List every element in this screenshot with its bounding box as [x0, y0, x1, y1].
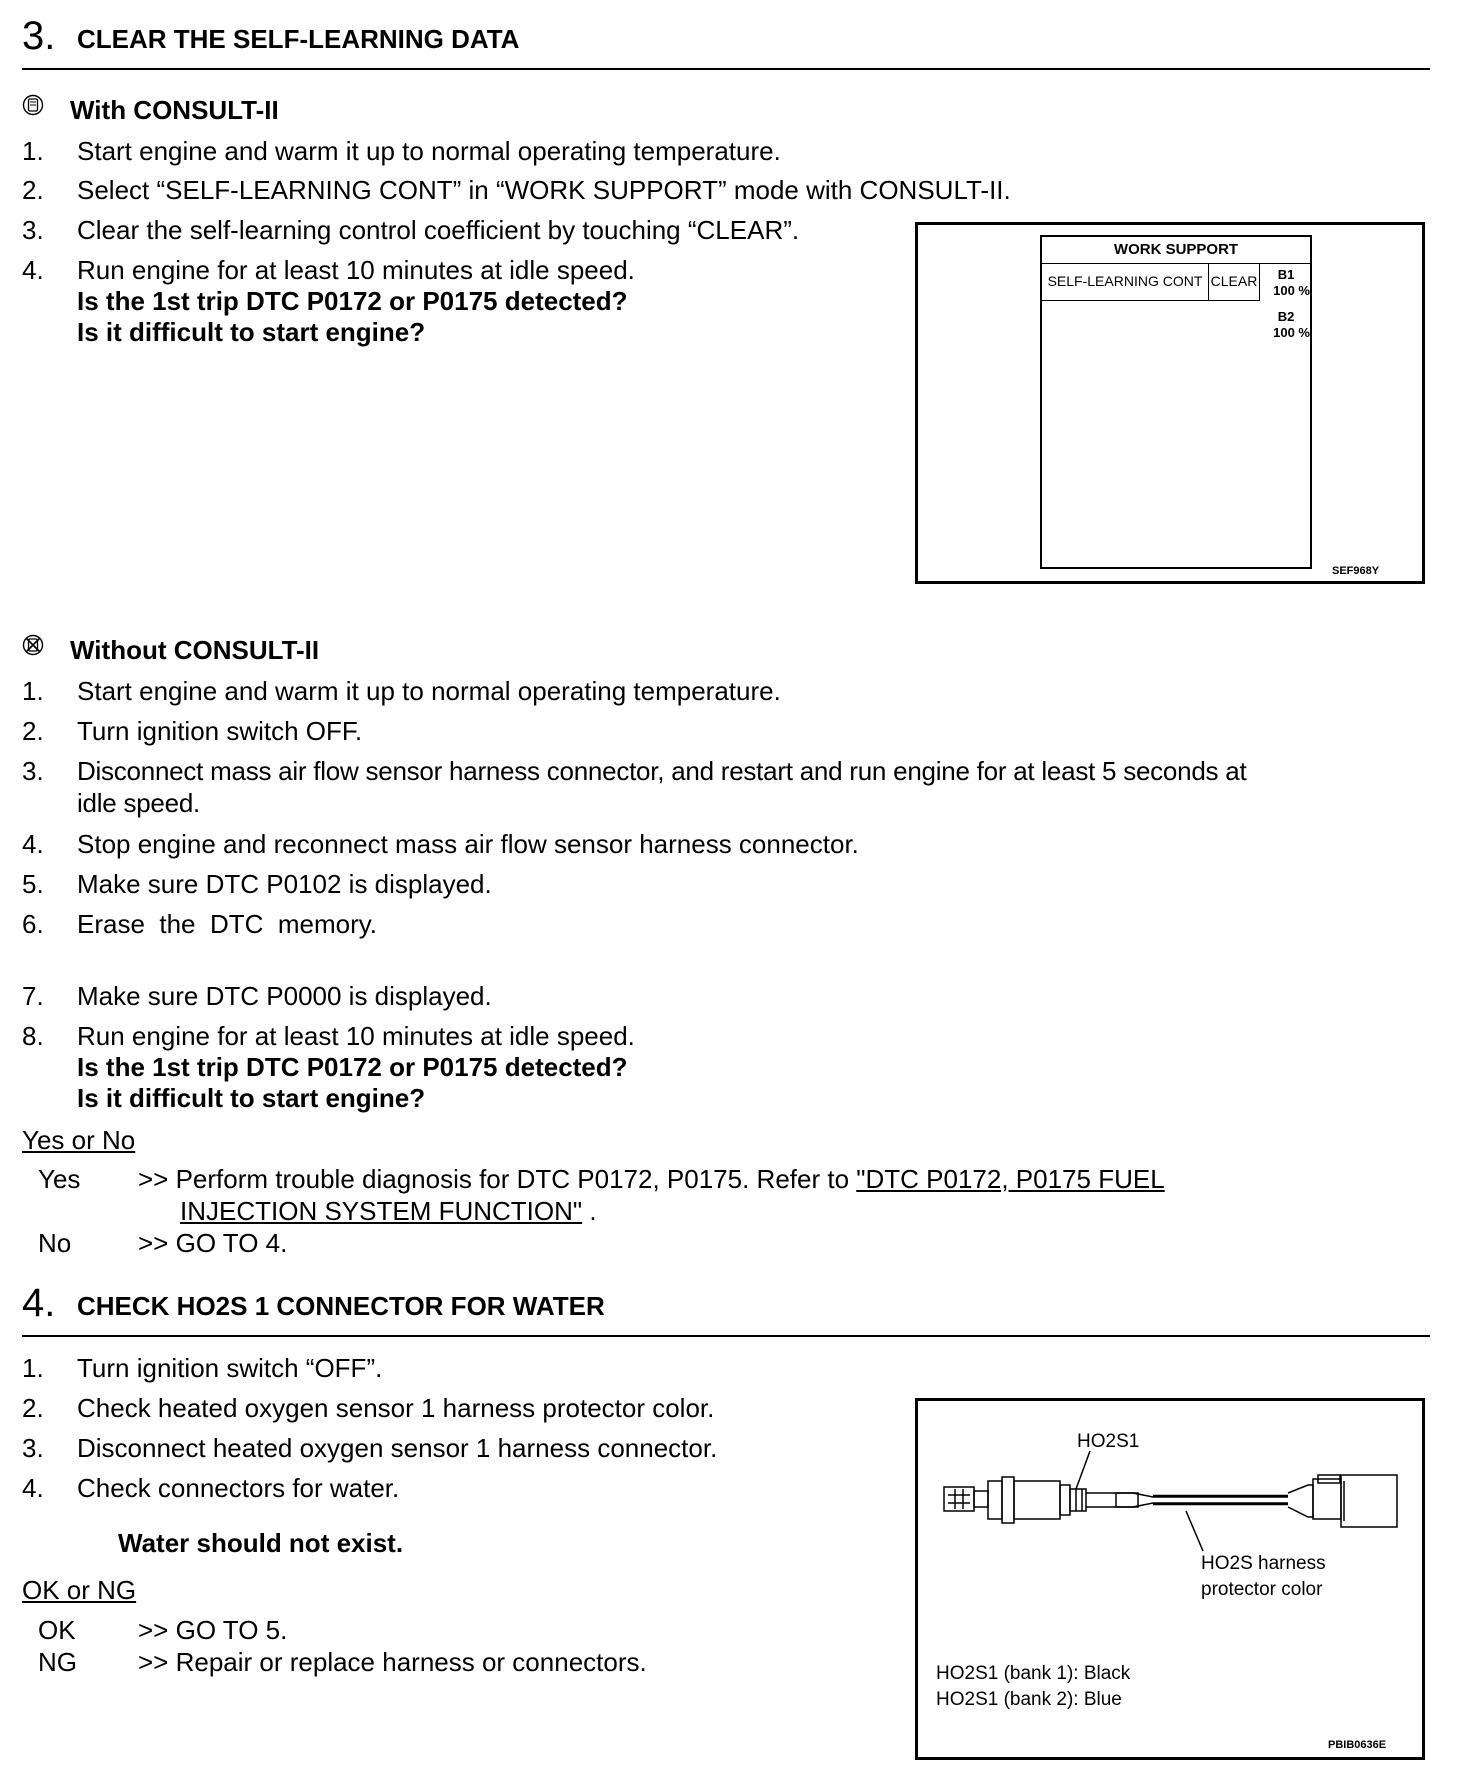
- ho2s1-label: HO2S1: [1077, 1431, 1140, 1452]
- step-3-title: CLEAR THE SELF-LEARNING DATA: [77, 24, 520, 54]
- b2-label: B2: [1277, 309, 1295, 324]
- work-support-figure: [915, 222, 1425, 584]
- with-consult-heading: With CONSULT-II: [70, 95, 279, 125]
- ok-or-ng-label: OK or NG: [22, 1575, 137, 1605]
- protector-color-label: HO2S harness protector color: [1201, 1553, 1326, 1600]
- work-support-title: WORK SUPPORT: [1042, 237, 1310, 264]
- question-start: Is it difficult to start engine?: [77, 317, 426, 347]
- figure-code: PBIB0636E: [1328, 1739, 1387, 1751]
- clear-button[interactable]: CLEAR: [1209, 264, 1260, 301]
- dtc-reference-link[interactable]: INJECTION SYSTEM FUNCTION": [180, 1196, 583, 1226]
- bank2-color: HO2S1 (bank 2): Blue: [936, 1689, 1122, 1710]
- self-learning-item: SELF-LEARNING CONT: [1042, 264, 1209, 301]
- step-3-number: 3.: [22, 14, 56, 58]
- work-support-screen: [1040, 235, 1312, 569]
- b2-value: 100 %: [1273, 325, 1310, 340]
- step-3-divider: [22, 68, 1430, 70]
- without-consult-heading: Without CONSULT-II: [70, 635, 320, 665]
- yes-or-no-label: Yes or No: [22, 1125, 136, 1155]
- bank1-color: HO2S1 (bank 1): Black: [936, 1663, 1131, 1684]
- question-start: Is it difficult to start engine?: [77, 1083, 426, 1113]
- ho2s1-figure: [915, 1398, 1425, 1760]
- no-consult-icon: [22, 634, 44, 656]
- step-4-divider: [22, 1335, 1430, 1337]
- consult-icon: [22, 94, 44, 116]
- question-dtc: Is the 1st trip DTC P0172 or P0175 detected?: [77, 286, 628, 316]
- b1-value: 100 %: [1273, 283, 1310, 298]
- figure-code: SEF968Y: [1332, 565, 1380, 577]
- requirement-text: Water should not exist.: [118, 1528, 404, 1558]
- step-4-number: 4.: [22, 1281, 56, 1325]
- step-4-title: CHECK HO2S 1 CONNECTOR FOR WATER: [77, 1291, 605, 1321]
- question-dtc: Is the 1st trip DTC P0172 or P0175 detected?: [77, 1052, 628, 1082]
- dtc-reference-link[interactable]: "DTC P0172, P0175 FUEL: [856, 1164, 1165, 1194]
- b1-label: B1: [1277, 267, 1295, 282]
